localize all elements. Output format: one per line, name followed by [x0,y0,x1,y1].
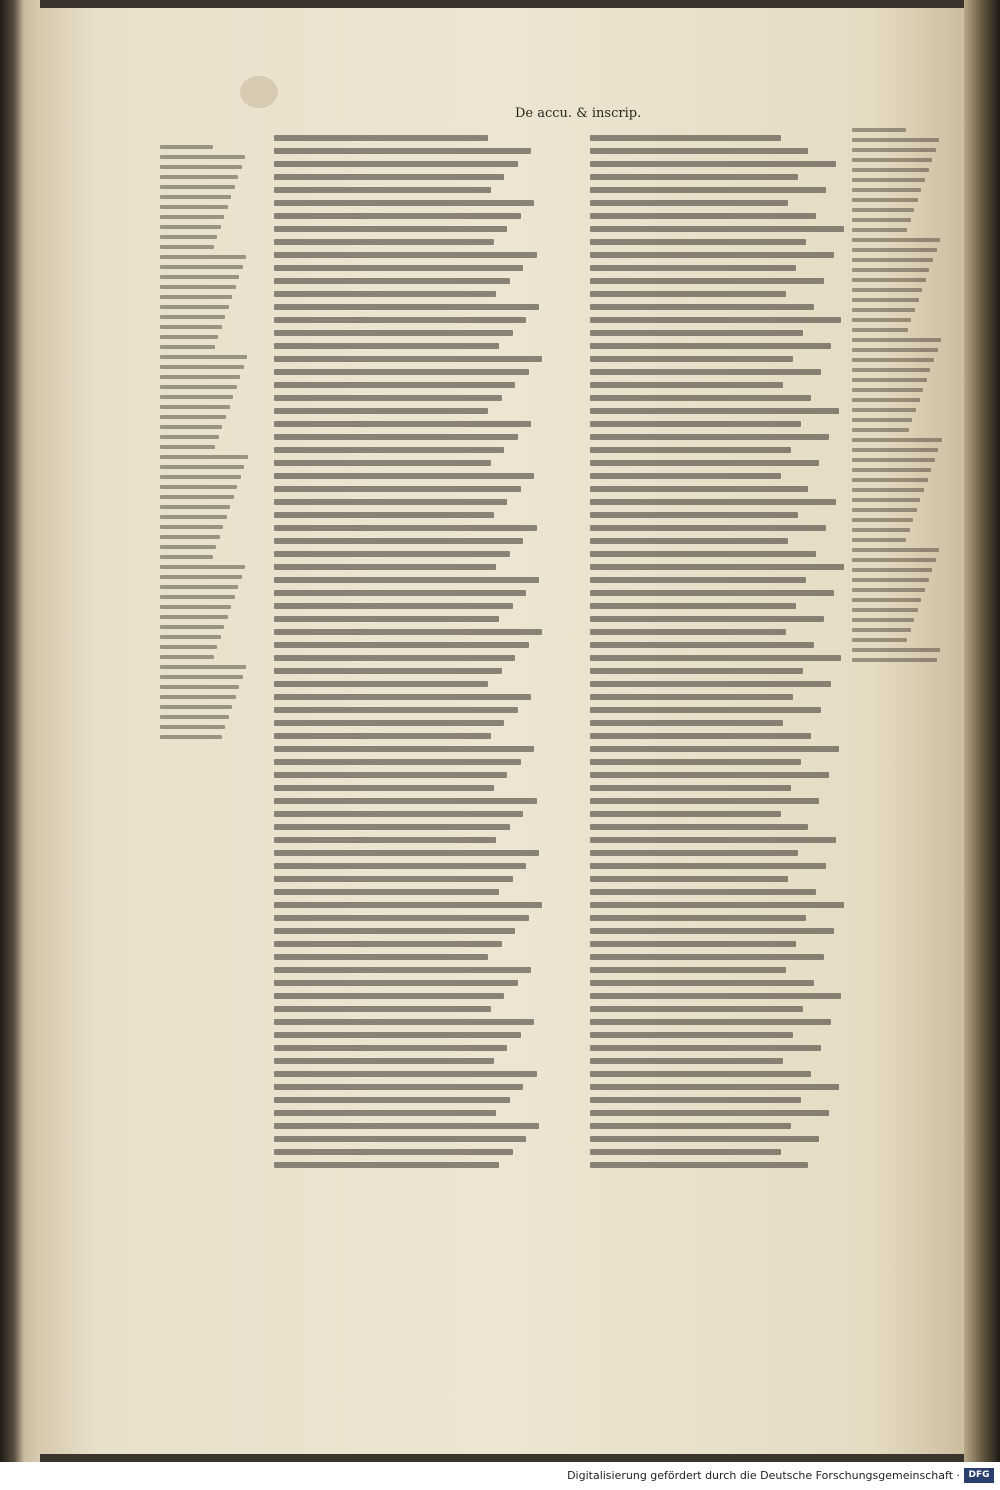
text-line [160,245,214,249]
text-line [274,798,537,804]
text-line [274,1006,491,1012]
text-line [852,238,940,242]
text-line [590,811,781,817]
text-line [274,200,534,206]
text-line [160,375,240,379]
text-line [590,863,826,869]
text-line [274,577,539,583]
text-line [852,278,926,282]
text-line [274,603,513,609]
text-line [274,681,488,687]
text-line [160,145,213,149]
text-line [590,369,821,375]
text-line [852,318,911,322]
text-line [274,382,515,388]
text-line [590,135,781,141]
text-line [160,315,225,319]
text-line [274,1097,510,1103]
text-line [274,525,537,531]
text-line [160,525,223,529]
text-line [852,188,921,192]
text-line [160,285,236,289]
text-line [160,345,215,349]
text-line [590,434,829,440]
text-line [274,889,499,895]
text-line [590,642,814,648]
text-line [274,824,510,830]
text-line [160,395,233,399]
text-line [274,1110,496,1116]
text-line [160,155,245,159]
text-line [274,1162,499,1168]
text-line [274,291,496,297]
text-line [852,548,939,552]
text-line [590,460,819,466]
text-line [274,356,542,362]
text-line [274,980,518,986]
text-line [590,733,811,739]
text-line [590,824,808,830]
text-line [160,485,237,489]
text-line [274,486,521,492]
text-line [590,551,816,557]
text-line [590,382,783,388]
ink-blot [240,76,278,108]
text-line [590,980,814,986]
text-line [590,603,796,609]
text-line [274,473,534,479]
text-line [274,278,510,284]
text-line [852,138,939,142]
text-line [852,478,928,482]
text-line [160,415,226,419]
text-line [590,187,826,193]
text-line [590,915,806,921]
text-line [590,655,841,661]
footer-bar [0,1462,1000,1490]
text-line [274,733,491,739]
funding-credit: Digitalisierung gefördert durch die Deutsche Forschungsgemeinschaft · [567,1469,960,1482]
text-line [160,225,221,229]
text-line [160,265,243,269]
text-line [274,1058,494,1064]
text-line [274,460,491,466]
text-line [160,545,216,549]
text-line [852,288,922,292]
text-line [590,408,839,414]
running-head: De accu. & inscrip. [515,106,642,121]
text-line [274,590,526,596]
text-line [160,165,242,169]
text-line [590,668,803,674]
text-line [852,378,927,382]
text-line [274,434,518,440]
text-line [274,629,542,635]
text-line [160,675,243,679]
text-line [160,715,229,719]
text-line [274,1149,513,1155]
text-line [160,385,237,389]
text-line [160,725,225,729]
text-line [274,1123,539,1129]
text-line [160,585,238,589]
text-line [160,425,222,429]
text-line [274,928,515,934]
text-line [274,915,529,921]
text-line [590,1149,781,1155]
text-line [274,512,494,518]
text-line [274,772,507,778]
text-line [852,358,934,362]
text-line [852,388,923,392]
text-line [274,1071,537,1077]
text-line [160,445,215,449]
text-line [590,1045,821,1051]
text-line [590,395,811,401]
text-line [590,356,793,362]
text-line [274,746,534,752]
text-line [590,447,791,453]
text-line [160,455,248,459]
main-text-column-left [274,135,542,1175]
text-line [274,1032,521,1038]
text-line [590,473,781,479]
left-gloss-column [160,145,248,745]
text-line [590,616,824,622]
text-line [160,575,242,579]
text-line [852,168,929,172]
text-line [590,772,829,778]
text-line [852,428,909,432]
text-line [160,195,231,199]
text-line [160,615,228,619]
text-line [590,720,783,726]
text-line [160,595,235,599]
text-line [160,635,221,639]
text-line [590,785,791,791]
text-line [160,665,246,669]
text-line [590,239,806,245]
text-line [590,1110,829,1116]
text-line [160,515,227,519]
text-line [160,295,232,299]
text-line [274,395,502,401]
text-line [274,304,539,310]
text-line [160,305,229,309]
text-line [590,850,798,856]
text-line [274,811,523,817]
text-line [160,505,230,509]
text-line [274,655,515,661]
text-line [160,735,222,739]
text-line [852,308,915,312]
text-line [852,198,918,202]
text-line [274,954,488,960]
text-line [852,468,931,472]
text-line [160,435,219,439]
text-line [274,330,513,336]
text-line [274,1136,526,1142]
text-line [590,304,814,310]
text-line [590,265,796,271]
text-line [590,1032,793,1038]
text-line [852,148,936,152]
text-line [274,616,499,622]
text-line [852,558,936,562]
text-line [590,499,836,505]
text-line [590,486,808,492]
text-line [274,239,494,245]
text-line [590,1058,783,1064]
text-line [160,555,213,559]
text-line [852,438,942,442]
text-line [590,538,788,544]
text-line [852,648,940,652]
text-line [852,218,911,222]
text-line [160,705,232,709]
text-line [852,488,924,492]
text-line [590,681,831,687]
text-line [274,642,529,648]
text-line [590,330,803,336]
text-line [590,1019,831,1025]
text-line [590,564,844,570]
text-line [852,578,929,582]
text-line [274,707,518,713]
text-line [274,863,526,869]
text-line [852,518,913,522]
text-line [590,746,839,752]
text-line [274,850,539,856]
text-line [274,447,504,453]
text-line [590,694,793,700]
text-line [852,158,932,162]
text-line [852,178,925,182]
text-line [852,498,920,502]
text-line [160,365,244,369]
text-line [590,525,826,531]
text-line [274,551,510,557]
text-line [590,993,841,999]
text-line [590,577,806,583]
text-line [160,495,234,499]
text-line [160,325,222,329]
text-line [590,928,834,934]
text-line [590,1136,819,1142]
book-edge-right [964,0,1000,1462]
text-line [274,967,531,973]
text-line [274,213,521,219]
text-line [852,348,938,352]
text-line [852,458,935,462]
text-line [160,405,230,409]
text-line [160,355,247,359]
text-line [160,175,238,179]
text-line [852,208,914,212]
dfg-logo: DFG [964,1468,994,1483]
text-line [590,629,786,635]
text-line [274,876,513,882]
text-line [852,448,938,452]
text-line [274,993,504,999]
text-line [274,408,488,414]
text-line [590,707,821,713]
text-line [852,338,941,342]
text-line [274,538,523,544]
text-line [160,645,217,649]
text-line [852,248,937,252]
text-line [274,174,504,180]
text-line [852,408,916,412]
text-line [852,628,911,632]
text-line [160,205,228,209]
text-line [852,268,929,272]
text-line [590,837,836,843]
text-line [274,759,521,765]
right-gloss-column [852,128,942,668]
text-line [852,598,921,602]
text-line [274,421,531,427]
text-line [274,252,537,258]
text-line [590,213,816,219]
text-line [160,465,244,469]
text-line [852,508,917,512]
text-line [160,605,231,609]
text-line [590,317,841,323]
text-line [852,588,925,592]
text-line [160,235,217,239]
text-line [160,185,235,189]
text-line [274,187,491,193]
text-line [160,625,224,629]
text-line [852,658,937,662]
text-line [590,1084,839,1090]
text-line [852,608,918,612]
text-line [274,1019,534,1025]
text-line [274,785,494,791]
text-line [590,1097,801,1103]
text-line [590,889,816,895]
text-line [590,148,808,154]
text-line [160,215,224,219]
text-line [160,255,246,259]
text-line [160,475,241,479]
text-line [160,535,220,539]
text-line [590,1162,808,1168]
text-line [852,368,930,372]
text-line [852,618,914,622]
text-line [274,161,518,167]
text-line [590,278,824,284]
text-line [590,954,824,960]
text-line [274,720,504,726]
text-line [590,226,844,232]
text-line [852,328,908,332]
text-line [852,638,907,642]
text-line [160,275,239,279]
text-line [590,1006,803,1012]
text-line [274,1045,507,1051]
text-line [590,1071,811,1077]
text-line [852,538,906,542]
text-line [590,200,788,206]
text-line [590,252,834,258]
text-line [852,398,920,402]
text-line [590,291,786,297]
text-line [160,655,214,659]
text-line [590,798,819,804]
text-line [852,528,910,532]
text-line [274,317,526,323]
text-line [590,161,836,167]
text-line [852,128,906,132]
text-line [274,343,499,349]
text-line [274,668,502,674]
text-line [590,421,801,427]
text-line [274,837,496,843]
text-line [160,565,245,569]
text-line [852,418,912,422]
text-line [274,499,507,505]
text-line [274,135,488,141]
text-line [160,335,218,339]
text-line [274,564,496,570]
text-line [590,343,831,349]
text-line [852,228,907,232]
text-line [274,694,531,700]
text-line [590,590,834,596]
text-line [274,369,529,375]
text-line [590,941,796,947]
text-line [274,941,502,947]
text-line [274,226,507,232]
text-line [274,1084,523,1090]
text-line [160,695,236,699]
text-line [590,967,786,973]
text-line [274,148,531,154]
text-line [852,298,919,302]
text-line [160,685,239,689]
text-line [590,876,788,882]
text-line [590,902,844,908]
text-line [852,568,932,572]
book-spine-left [0,0,40,1462]
text-line [590,512,798,518]
text-line [852,258,933,262]
text-line [590,1123,791,1129]
text-line [590,759,801,765]
text-line [590,174,798,180]
main-text-column-right [590,135,844,1175]
text-line [274,265,523,271]
text-line [274,902,542,908]
